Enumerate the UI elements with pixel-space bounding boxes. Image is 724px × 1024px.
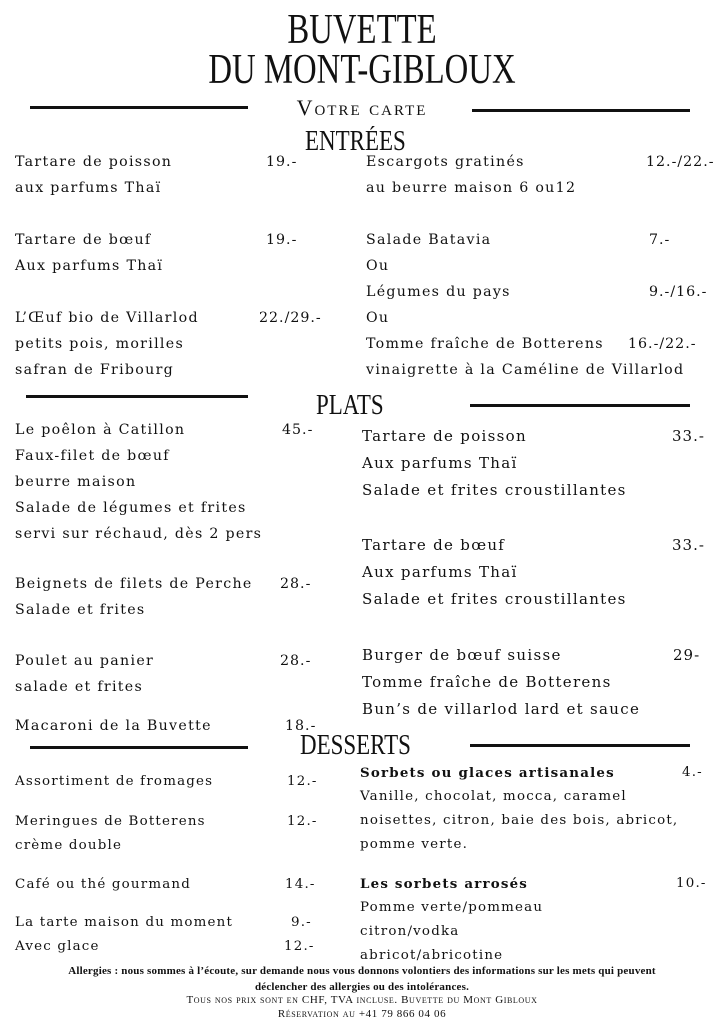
item-price: 12.-	[287, 814, 318, 829]
item-name: Tartare de poisson	[362, 427, 527, 445]
item-price: 33.-	[672, 427, 705, 445]
item-name: Les sorbets arrosés	[360, 876, 529, 892]
item-price: 33.-	[672, 536, 705, 554]
item-price: 7.-	[649, 232, 671, 248]
item-description: pomme verte.	[360, 837, 469, 852]
item-name: L’Œuf bio de Villarlod	[15, 310, 199, 326]
item-name: Légumes du pays	[366, 284, 511, 300]
item-price: 45.-	[282, 422, 314, 438]
item-description: Pomme verte/pommeau	[360, 900, 544, 915]
item-price: 28.-	[280, 576, 312, 592]
item-price: 9.-	[291, 915, 312, 930]
item-description: Bun’s de villarlod lard et sauce	[362, 700, 641, 718]
item-price: 16.-/22.-	[628, 336, 697, 352]
item-description: Salade et frites croustillantes	[362, 481, 627, 499]
item-name: Assortiment de fromages	[15, 774, 214, 789]
prices-note: Tous nos prix sont en CHF, TVA incluse. Buvette du Mont Gibloux	[186, 994, 538, 1006]
item-description: Avec glace	[15, 939, 100, 954]
item-description: Faux-filet de bœuf	[15, 448, 170, 464]
item-name: Tartare de bœuf	[362, 536, 506, 554]
item-name: Café ou thé gourmand	[15, 877, 192, 892]
item-name: Meringues de Botterens	[15, 814, 206, 829]
item-price: 19.-	[266, 232, 298, 248]
item-price: 22./29.-	[259, 310, 322, 326]
item-price: 14.-	[285, 877, 316, 892]
divider-line	[470, 744, 690, 747]
item-price: 19.-	[266, 154, 298, 170]
item-description: vinaigrette à la Caméline de Villarlod	[366, 362, 685, 378]
item-description: Aux parfums Thaï	[362, 454, 518, 472]
item-description: Tomme fraîche de Botterens	[362, 673, 612, 691]
item-name: Beignets de filets de Perche	[15, 576, 253, 592]
section-title-entrees: ENTRÉES	[305, 126, 406, 157]
item-name: Tartare de poisson	[15, 154, 173, 170]
item-price: 18.-	[285, 718, 317, 734]
item-price: 12.-/22.-	[646, 154, 715, 170]
allergies-notice-line2: déclencher des allergies ou des intolérances.	[254, 981, 470, 993]
item-price-with-ice-cream: 12.-	[284, 939, 315, 954]
item-description: Vanille, chocolat, mocca, caramel	[360, 789, 627, 804]
item-description: abricot/abricotine	[360, 948, 504, 963]
item-name: Escargots gratinés	[366, 154, 525, 170]
item-price: 29-	[673, 646, 701, 664]
item-description: noisettes, citron, baie des bois, abricot,	[360, 813, 679, 828]
item-price: 10.-	[676, 876, 707, 891]
menu-subtitle: Votre carte	[296, 95, 428, 120]
item-price: 4.-	[682, 765, 703, 780]
item-description: salade et frites	[15, 679, 144, 695]
item-price: 9.-/16.-	[649, 284, 708, 300]
allergies-notice-line1: Allergies : nous sommes à l’écoute, sur demande nous vous donnons volontiers des informations sur les mets qui peuvent	[68, 965, 656, 977]
item-name: Salade Batavia	[366, 232, 492, 248]
divider-line	[26, 395, 248, 398]
item-name: Burger de bœuf suisse	[362, 646, 562, 664]
item-description: Aux parfums Thaï	[362, 563, 518, 581]
item-description: Salade de légumes et frites	[15, 500, 247, 516]
item-description: Aux parfums Thaï	[15, 258, 164, 274]
item-name: La tarte maison du moment	[15, 915, 234, 930]
item-description: citron/vodka	[360, 924, 460, 939]
reservation-phone: Réservation au +41 79 866 04 06	[277, 1008, 447, 1020]
item-description: servi sur réchaud, dès 2 pers	[15, 526, 263, 542]
restaurant-title-line2: DU MONT-GIBLOUX	[208, 47, 516, 93]
item-description: crème double	[15, 838, 123, 853]
item-name: Poulet au panier	[15, 653, 155, 669]
section-title-desserts: DESSERTS	[300, 730, 411, 761]
section-title-plats: PLATS	[316, 390, 384, 421]
item-name: Macaroni de la Buvette	[15, 718, 212, 734]
item-description: beurre maison	[15, 474, 137, 490]
item-name: Tartare de bœuf	[15, 232, 152, 248]
or-separator: Ou	[366, 258, 390, 274]
or-separator: Ou	[366, 310, 390, 326]
item-price: 28.-	[280, 653, 312, 669]
item-description: au beurre maison 6 ou12	[366, 180, 577, 196]
item-name: Tomme fraîche de Botterens	[366, 336, 604, 352]
item-price: 12.-	[287, 774, 318, 789]
restaurant-title-line1: BUVETTE	[287, 7, 437, 53]
item-name: Le poêlon à Catillon	[15, 422, 186, 438]
item-description: aux parfums Thaï	[15, 180, 162, 196]
divider-line	[30, 746, 248, 749]
item-description: safran de Fribourg	[15, 362, 175, 378]
item-description: petits pois, morilles	[15, 336, 185, 352]
divider-line	[470, 404, 690, 407]
item-description: Salade et frites croustillantes	[362, 590, 627, 608]
item-name: Sorbets ou glaces artisanales	[360, 765, 615, 781]
item-description: Salade et frites	[15, 602, 146, 618]
